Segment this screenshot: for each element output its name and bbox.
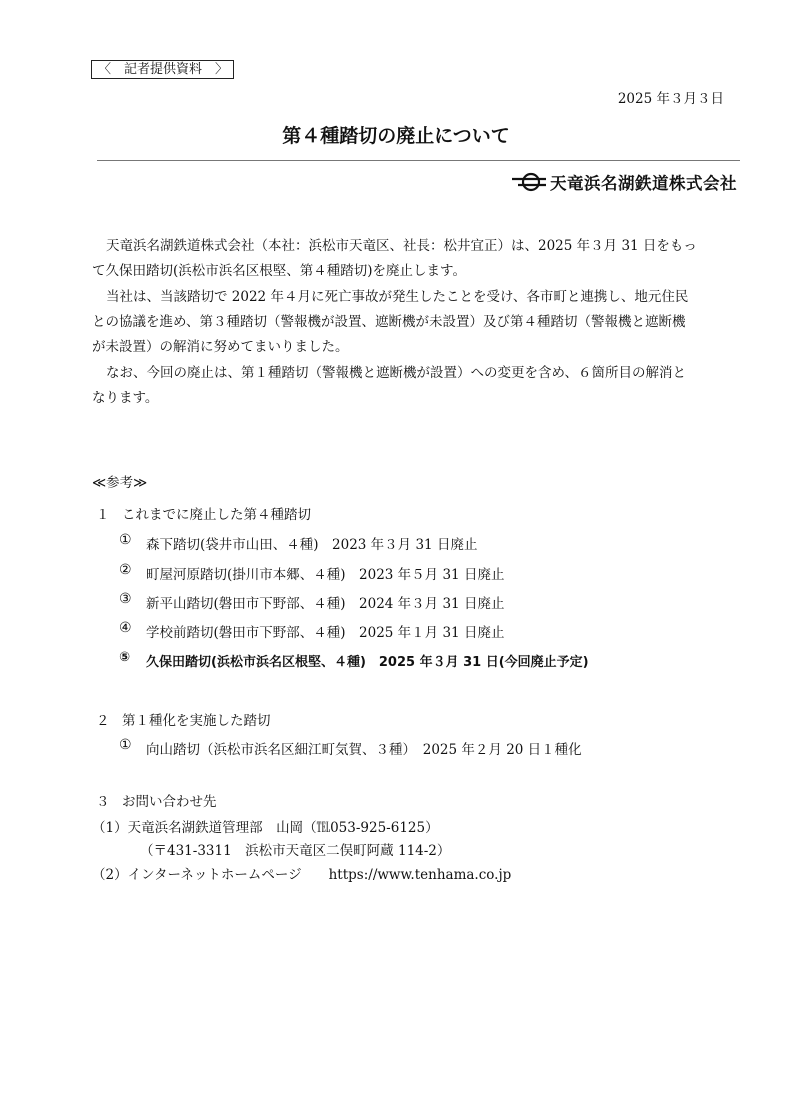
press-release-tag: 〈 記者提供資料 〉 [91,60,234,79]
contact-website[interactable]: （2）インターネットホームページ https://www.tenhama.co.jp [92,867,512,883]
list-item-marker: ③ [119,591,132,607]
list-item: 新平山踏切(磐田市下野部、４種) 2024 年３月 31 日廃止 [146,596,505,612]
body-line: 当社は、当該踏切で 2022 年４月に死亡事故が発生したことを受け、各市町と連携し、地元住民 [106,289,689,305]
list-item-marker: ② [119,562,132,578]
title-divider [97,160,740,161]
railway-logo-icon [512,172,546,192]
list-item-marker: ⑤ [119,650,131,665]
list-item-marker: ① [119,737,132,753]
body-line: なお、今回の廃止は、第１種踏切（警報機と遮断機が設置）への変更を含め、６箇所目の解消と [106,365,686,381]
list-item-marker: ① [119,532,132,548]
section-number: ３ [96,794,110,810]
document-date: 2025 年３月３日 [617,91,724,107]
list-item: 町屋河原踏切(掛川市本郷、４種) 2023 年５月 31 日廃止 [146,567,505,583]
list-item: 向山踏切（浜松市浜名区細江町気賀、３種） 2025 年２月 20 日１種化 [146,742,582,758]
document-title: 第４種踏切の廃止について [282,125,510,147]
company-logo-text: 天竜浜名湖鉄道株式会社 [550,174,737,193]
section-number: １ [96,507,110,523]
list-item-current: 久保田踏切(浜松市浜名区根堅、４種) 2025 年３月 31 日(今回廃止予定) [146,655,589,670]
contact-phone: （1）天竜浜名湖鉄道管理部 山岡（℡053-925-6125） [92,820,439,836]
body-line: なります。 [92,390,159,406]
body-line: との協議を進め、第３種踏切（警報機が設置、遮断機が未設置）及び第４種踏切（警報機と遮断機 [92,314,686,330]
body-line: 天竜浜名湖鉄道株式会社（本社：浜松市天竜区、社長：松井宜正）は、2025 年３月 31 日をもっ [106,238,697,254]
section-number: ２ [96,713,110,729]
body-line: て久保田踏切(浜松市浜名区根堅、第４種踏切)を廃止します。 [92,263,466,279]
body-line: が未設置）の解消に努めてまいりました。 [92,339,349,355]
section-title: お問い合わせ先 [122,794,217,810]
section-title: これまでに廃止した第４種踏切 [122,507,311,523]
section-title: 第１種化を実施した踏切 [122,713,271,729]
list-item-marker: ④ [119,620,132,636]
reference-heading: ≪参考≫ [92,475,148,491]
list-item: 学校前踏切(磐田市下野部、４種) 2025 年１月 31 日廃止 [146,625,505,641]
contact-address: （〒431-3311 浜松市天竜区二俣町阿蔵 114-2） [140,843,451,859]
list-item: 森下踏切(袋井市山田、４種) 2023 年３月 31 日廃止 [146,537,478,553]
company-logo [512,171,737,193]
